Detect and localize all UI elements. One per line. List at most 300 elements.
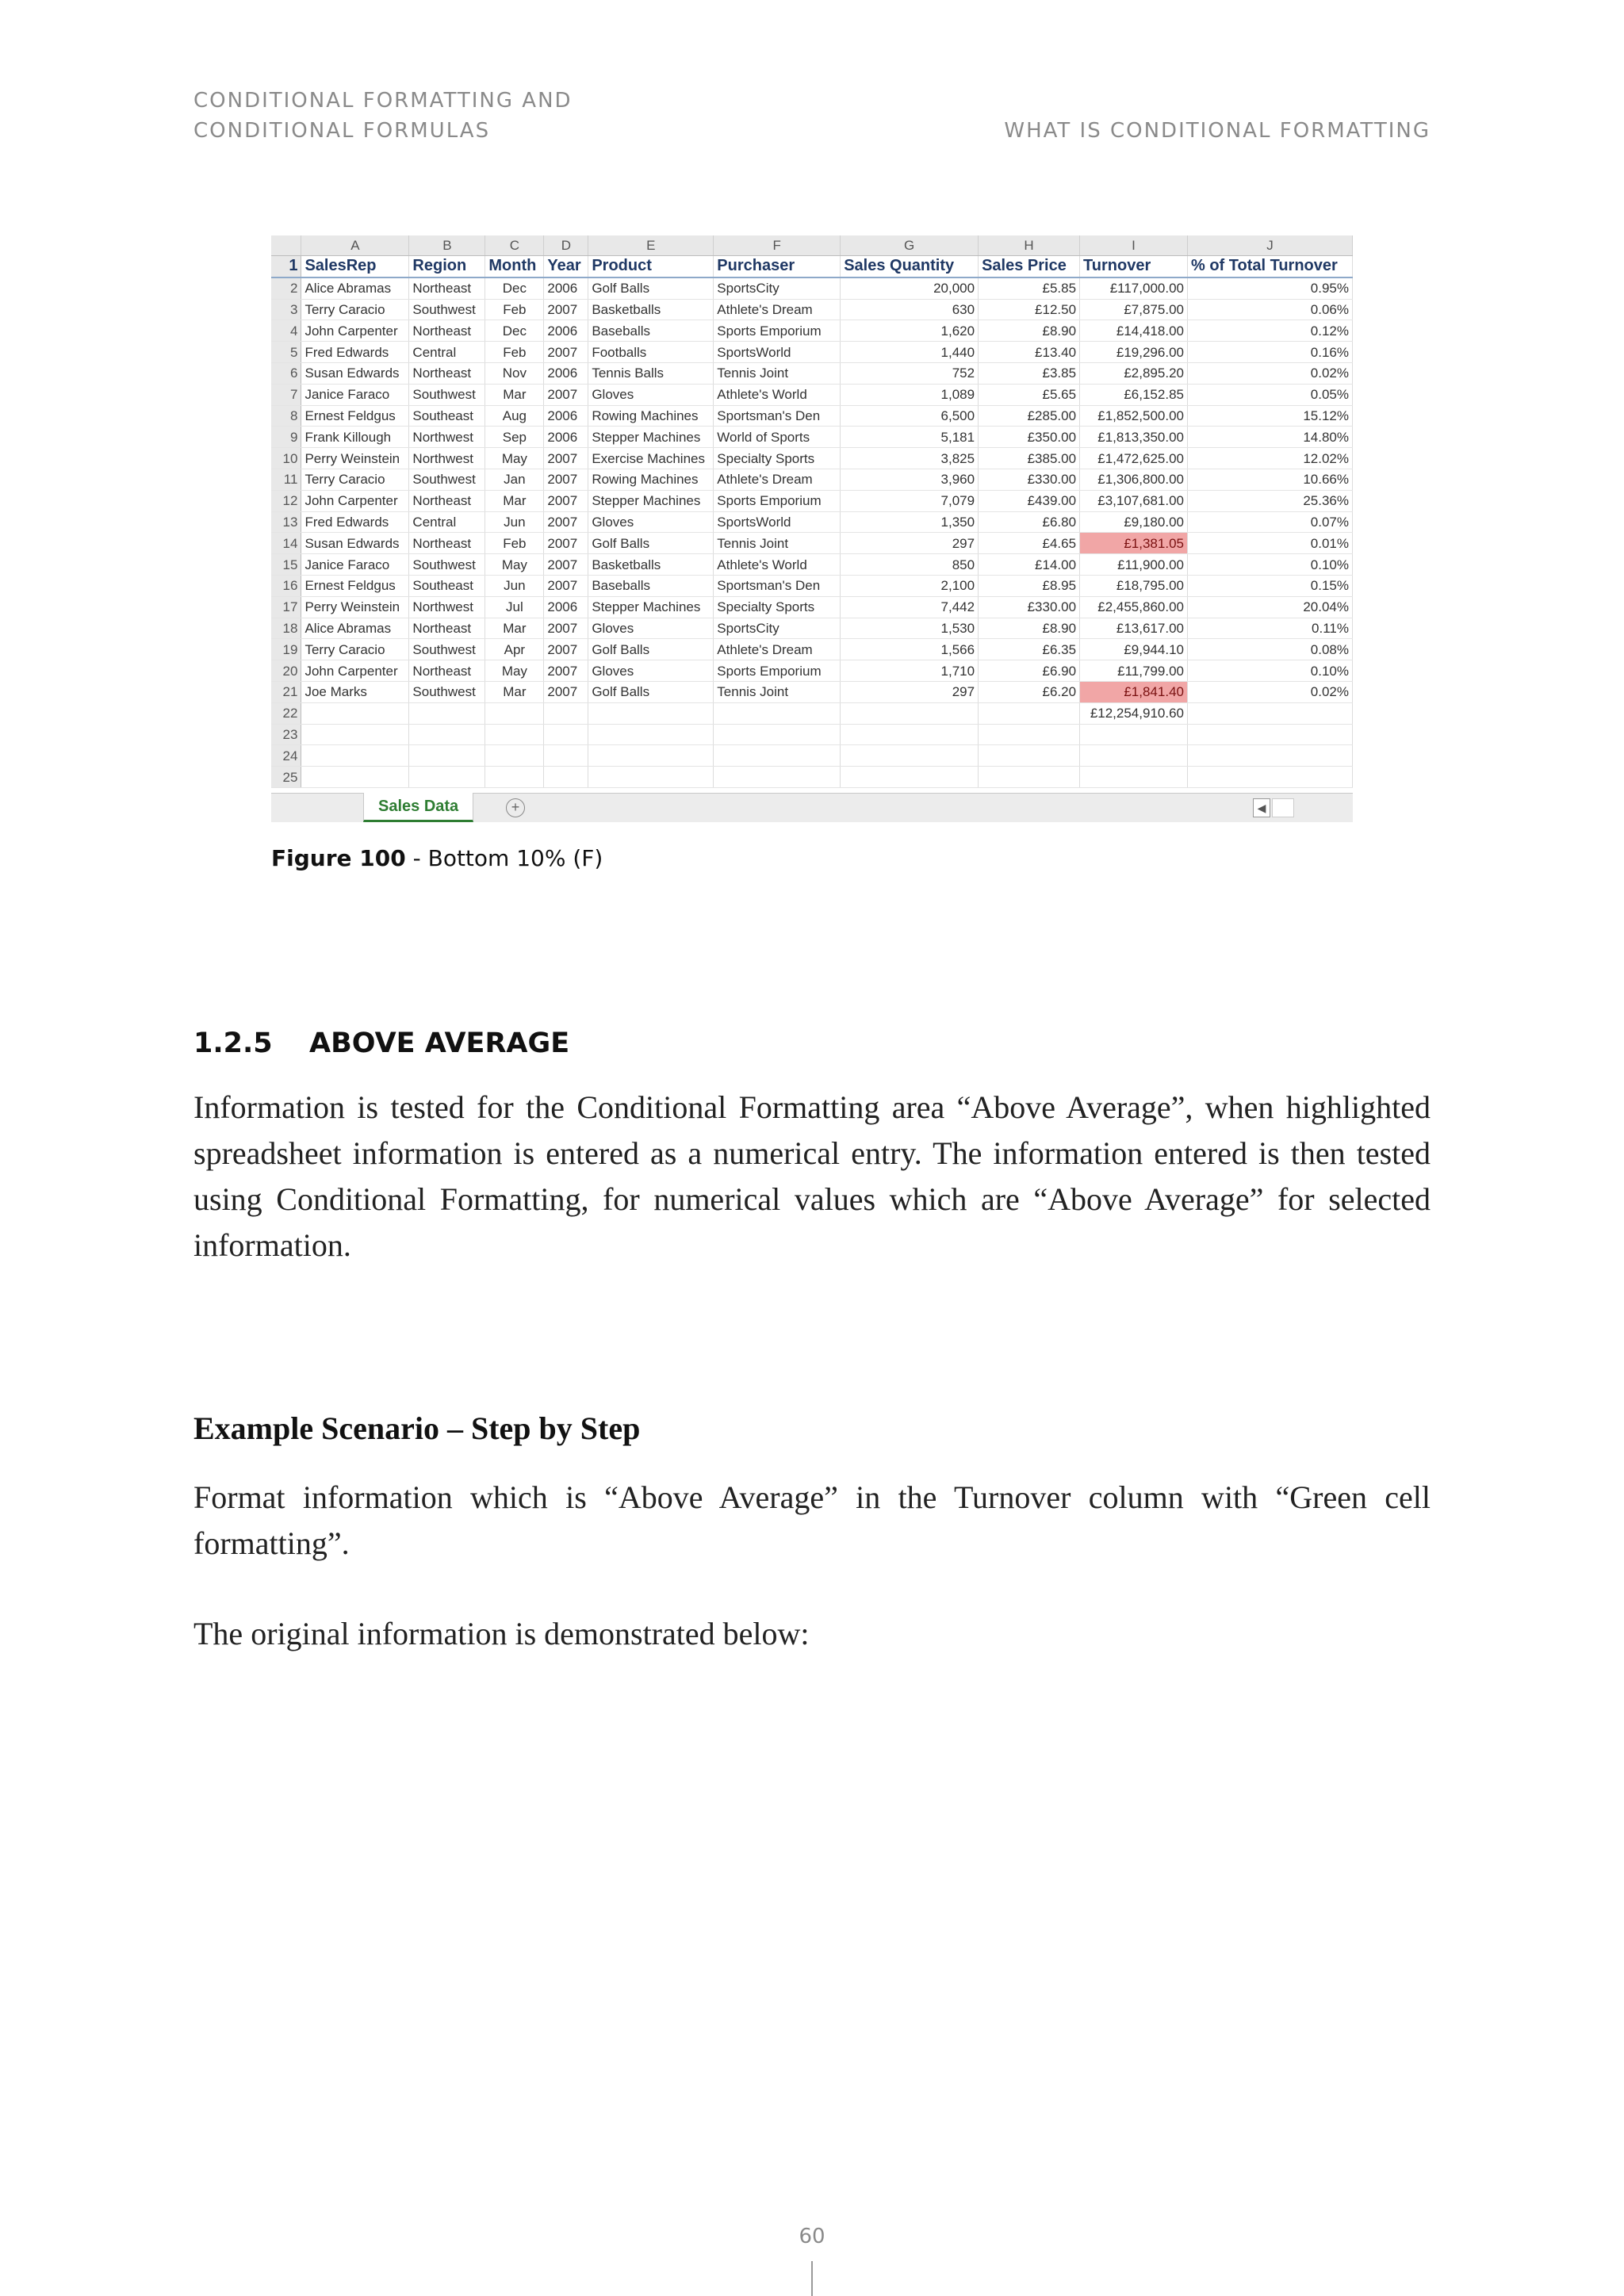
table-cell[interactable]: Basketballs — [588, 554, 714, 576]
table-cell[interactable]: 7,442 — [841, 596, 979, 618]
table-cell[interactable]: £1,306,800.00 — [1080, 469, 1188, 490]
column-letter-b[interactable]: B — [409, 235, 485, 256]
table-cell[interactable]: £117,000.00 — [1080, 277, 1188, 299]
table-cell[interactable]: £6.35 — [979, 639, 1080, 660]
table-cell[interactable]: Specialty Sports — [714, 596, 841, 618]
table-cell[interactable]: 1,710 — [841, 660, 979, 682]
table-cell[interactable]: May — [485, 554, 544, 576]
table-cell[interactable]: May — [485, 660, 544, 682]
table-cell[interactable]: 2007 — [544, 575, 588, 596]
table-cell[interactable]: £8.90 — [979, 320, 1080, 342]
table-cell[interactable] — [301, 724, 409, 745]
table-cell[interactable] — [979, 767, 1080, 788]
table-cell[interactable]: £11,799.00 — [1080, 660, 1188, 682]
table-cell[interactable] — [714, 745, 841, 767]
table-cell[interactable]: Tennis Joint — [714, 681, 841, 702]
table-cell[interactable]: Tennis Joint — [714, 533, 841, 554]
table-cell[interactable]: 10.66% — [1187, 469, 1352, 490]
table-cell[interactable]: Southeast — [409, 575, 485, 596]
table-cell[interactable]: Stepper Machines — [588, 490, 714, 511]
table-cell[interactable]: Jan — [485, 469, 544, 490]
table-cell[interactable]: 1,530 — [841, 618, 979, 639]
table-cell[interactable]: Northwest — [409, 448, 485, 469]
table-row — [271, 767, 1353, 788]
table-cell[interactable]: Mar — [485, 681, 544, 702]
table-cell[interactable]: Exercise Machines — [588, 448, 714, 469]
select-all-corner[interactable] — [271, 235, 301, 256]
table-cell[interactable]: Northeast — [409, 320, 485, 342]
table-cell[interactable]: Golf Balls — [588, 639, 714, 660]
table-cell[interactable]: 0.15% — [1187, 575, 1352, 596]
table-cell[interactable]: Gloves — [588, 618, 714, 639]
table-cell[interactable]: Northeast — [409, 277, 485, 299]
table-cell[interactable]: 0.12% — [1187, 320, 1352, 342]
table-cell[interactable]: Ernest Feldgus — [301, 575, 409, 596]
column-letter-d[interactable]: D — [544, 235, 588, 256]
table-cell[interactable] — [485, 745, 544, 767]
table-cell[interactable] — [544, 724, 588, 745]
table-cell[interactable]: Terry Caracio — [301, 299, 409, 320]
table-row — [271, 724, 1353, 745]
table-cell[interactable]: 0.02% — [1187, 362, 1352, 384]
table-cell[interactable]: Sportsman's Den — [714, 575, 841, 596]
table-cell[interactable]: 297 — [841, 533, 979, 554]
table-cell[interactable]: £7,875.00 — [1080, 299, 1188, 320]
table-cell[interactable]: SportsCity — [714, 277, 841, 299]
table-cell[interactable]: Jun — [485, 511, 544, 533]
table-cell[interactable]: SalesRep — [301, 256, 409, 277]
table-cell[interactable]: Sports Emporium — [714, 490, 841, 511]
table-cell[interactable]: Apr — [485, 639, 544, 660]
table-cell[interactable]: Central — [409, 342, 485, 363]
table-cell[interactable]: Southwest — [409, 681, 485, 702]
table-cell[interactable]: Mar — [485, 490, 544, 511]
table-cell[interactable]: Janice Faraco — [301, 554, 409, 576]
row-number[interactable]: 24 — [271, 745, 301, 767]
table-cell[interactable] — [409, 745, 485, 767]
table-cell[interactable]: £330.00 — [979, 469, 1080, 490]
table-cell[interactable]: £8.95 — [979, 575, 1080, 596]
table-cell[interactable]: 12.02% — [1187, 448, 1352, 469]
column-letter-c[interactable]: C — [485, 235, 544, 256]
row-number[interactable]: 2 — [271, 277, 301, 299]
table-cell[interactable] — [979, 745, 1080, 767]
table-cell[interactable]: May — [485, 448, 544, 469]
table-cell[interactable]: 14.80% — [1187, 427, 1352, 448]
table-cell[interactable]: Dec — [485, 320, 544, 342]
table-cell[interactable] — [1187, 724, 1352, 745]
table-cell[interactable]: Southwest — [409, 384, 485, 405]
column-letter-j[interactable]: J — [1187, 235, 1352, 256]
turnover-total-cell[interactable]: £12,254,910.60 — [1080, 702, 1188, 724]
table-cell[interactable]: 0.10% — [1187, 660, 1352, 682]
table-cell[interactable] — [1187, 767, 1352, 788]
table-cell[interactable]: 2007 — [544, 448, 588, 469]
row-number[interactable]: 8 — [271, 405, 301, 427]
table-cell[interactable]: Janice Faraco — [301, 384, 409, 405]
table-cell[interactable]: Frank Killough — [301, 427, 409, 448]
table-cell[interactable]: Alice Abramas — [301, 277, 409, 299]
table-cell[interactable] — [714, 702, 841, 724]
table-cell[interactable]: 0.11% — [1187, 618, 1352, 639]
table-cell[interactable]: £14.00 — [979, 554, 1080, 576]
scroll-left-icon[interactable]: ◀ — [1253, 798, 1270, 817]
table-cell[interactable]: Southwest — [409, 639, 485, 660]
table-cell[interactable]: 0.16% — [1187, 342, 1352, 363]
table-cell[interactable] — [588, 702, 714, 724]
table-cell[interactable]: 2,100 — [841, 575, 979, 596]
table-cell[interactable]: £6.20 — [979, 681, 1080, 702]
table-cell[interactable] — [409, 702, 485, 724]
table-cell[interactable]: World of Sports — [714, 427, 841, 448]
table-cell[interactable]: Athlete's World — [714, 554, 841, 576]
table-cell[interactable]: 1,440 — [841, 342, 979, 363]
table-cell[interactable]: Perry Weinstein — [301, 596, 409, 618]
row-number[interactable]: 16 — [271, 575, 301, 596]
table-cell[interactable] — [714, 724, 841, 745]
table-cell[interactable]: £330.00 — [979, 596, 1080, 618]
table-cell[interactable]: Northwest — [409, 596, 485, 618]
table-cell[interactable] — [1187, 745, 1352, 767]
table-cell[interactable]: 2007 — [544, 469, 588, 490]
table-cell[interactable]: 2006 — [544, 362, 588, 384]
table-cell[interactable]: Year — [544, 256, 588, 277]
table-cell[interactable]: £13,617.00 — [1080, 618, 1188, 639]
table-cell[interactable] — [841, 745, 979, 767]
table-cell[interactable] — [588, 745, 714, 767]
table-cell[interactable]: Footballs — [588, 342, 714, 363]
column-letter-a[interactable]: A — [301, 235, 409, 256]
table-cell[interactable] — [544, 767, 588, 788]
table-cell[interactable]: 752 — [841, 362, 979, 384]
table-cell[interactable]: Stepper Machines — [588, 427, 714, 448]
table-cell[interactable]: Mar — [485, 618, 544, 639]
table-cell[interactable]: 0.10% — [1187, 554, 1352, 576]
table-cell[interactable]: Specialty Sports — [714, 448, 841, 469]
table-cell[interactable]: £9,180.00 — [1080, 511, 1188, 533]
table-cell[interactable]: 2007 — [544, 384, 588, 405]
table-cell[interactable]: £285.00 — [979, 405, 1080, 427]
table-cell[interactable]: £12.50 — [979, 299, 1080, 320]
table-cell[interactable]: Baseballs — [588, 320, 714, 342]
table-cell[interactable]: Fred Edwards — [301, 511, 409, 533]
table-cell[interactable]: Tennis Balls — [588, 362, 714, 384]
table-cell[interactable]: £3.85 — [979, 362, 1080, 384]
table-cell[interactable] — [1080, 767, 1188, 788]
row-number[interactable]: 13 — [271, 511, 301, 533]
table-cell[interactable]: £13.40 — [979, 342, 1080, 363]
table-cell[interactable]: £6.90 — [979, 660, 1080, 682]
table-cell[interactable]: Baseballs — [588, 575, 714, 596]
table-cell[interactable]: Susan Edwards — [301, 533, 409, 554]
table-cell[interactable]: 0.07% — [1187, 511, 1352, 533]
table-cell[interactable]: 2006 — [544, 320, 588, 342]
table-cell[interactable]: Dec — [485, 277, 544, 299]
table-cell[interactable]: £5.65 — [979, 384, 1080, 405]
table-cell[interactable] — [301, 702, 409, 724]
table-cell[interactable]: 2007 — [544, 639, 588, 660]
row-number[interactable]: 12 — [271, 490, 301, 511]
table-cell[interactable]: £4.65 — [979, 533, 1080, 554]
table-cell[interactable]: Central — [409, 511, 485, 533]
table-cell[interactable]: Gloves — [588, 384, 714, 405]
table-cell[interactable] — [485, 767, 544, 788]
table-cell[interactable] — [588, 767, 714, 788]
table-row — [271, 596, 1353, 618]
table-cell[interactable]: Sales Price — [979, 256, 1080, 277]
table-cell[interactable]: SportsWorld — [714, 511, 841, 533]
table-cell[interactable]: 1,566 — [841, 639, 979, 660]
table-cell[interactable] — [485, 724, 544, 745]
table-cell[interactable]: 0.02% — [1187, 681, 1352, 702]
table-cell[interactable]: £11,900.00 — [1080, 554, 1188, 576]
table-cell[interactable]: 0.05% — [1187, 384, 1352, 405]
table-cell[interactable]: Golf Balls — [588, 681, 714, 702]
table-cell[interactable]: John Carpenter — [301, 490, 409, 511]
horizontal-scrollbar[interactable] — [1272, 798, 1294, 817]
table-cell[interactable]: % of Total Turnover — [1187, 256, 1352, 277]
table-cell[interactable] — [485, 702, 544, 724]
table-cell[interactable]: Sports Emporium — [714, 320, 841, 342]
row-number[interactable]: 11 — [271, 469, 301, 490]
table-cell[interactable]: Product — [588, 256, 714, 277]
table-cell[interactable]: 2007 — [544, 342, 588, 363]
table-cell[interactable]: Southwest — [409, 469, 485, 490]
table-cell[interactable]: Purchaser — [714, 256, 841, 277]
table-cell[interactable] — [714, 767, 841, 788]
table-cell[interactable] — [841, 702, 979, 724]
table-row — [271, 320, 1353, 342]
table-cell[interactable]: Northeast — [409, 618, 485, 639]
column-letter-e[interactable]: E — [588, 235, 714, 256]
table-cell[interactable]: 2007 — [544, 660, 588, 682]
row-number[interactable]: 4 — [271, 320, 301, 342]
table-cell[interactable]: Northeast — [409, 490, 485, 511]
row-number[interactable]: 7 — [271, 384, 301, 405]
column-letter-g[interactable]: G — [841, 235, 979, 256]
table-cell[interactable]: £1,472,625.00 — [1080, 448, 1188, 469]
table-cell[interactable] — [301, 767, 409, 788]
highlighted-turnover-cell[interactable]: £1,841.40 — [1080, 681, 1188, 702]
table-cell[interactable]: Sales Quantity — [841, 256, 979, 277]
table-cell[interactable]: 1,350 — [841, 511, 979, 533]
table-cell[interactable]: £3,107,681.00 — [1080, 490, 1188, 511]
row-number[interactable]: 5 — [271, 342, 301, 363]
row-number[interactable]: 22 — [271, 702, 301, 724]
table-cell[interactable]: Sportsman's Den — [714, 405, 841, 427]
row-number[interactable]: 19 — [271, 639, 301, 660]
table-cell[interactable]: Joe Marks — [301, 681, 409, 702]
table-cell[interactable] — [979, 702, 1080, 724]
row-number[interactable]: 6 — [271, 362, 301, 384]
table-row — [271, 554, 1353, 576]
table-cell[interactable]: £1,813,350.00 — [1080, 427, 1188, 448]
table-cell[interactable]: 15.12% — [1187, 405, 1352, 427]
row-number[interactable]: 21 — [271, 681, 301, 702]
table-cell[interactable]: 2006 — [544, 427, 588, 448]
table-cell[interactable] — [841, 724, 979, 745]
table-cell[interactable]: Aug — [485, 405, 544, 427]
table-cell[interactable]: Northeast — [409, 660, 485, 682]
table-cell[interactable]: Gloves — [588, 511, 714, 533]
table-cell[interactable]: Southeast — [409, 405, 485, 427]
table-cell[interactable]: Northeast — [409, 533, 485, 554]
table-cell[interactable]: SportsWorld — [714, 342, 841, 363]
table-cell[interactable]: 2007 — [544, 533, 588, 554]
table-row — [271, 448, 1353, 469]
table-cell[interactable]: £19,296.00 — [1080, 342, 1188, 363]
table-cell[interactable]: Golf Balls — [588, 277, 714, 299]
table-cell[interactable]: £6,152.85 — [1080, 384, 1188, 405]
highlighted-turnover-cell[interactable]: £1,381.05 — [1080, 533, 1188, 554]
table-cell[interactable]: 630 — [841, 299, 979, 320]
table-cell[interactable]: 0.08% — [1187, 639, 1352, 660]
table-cell[interactable]: Mar — [485, 384, 544, 405]
table-cell[interactable]: Region — [409, 256, 485, 277]
table-cell[interactable]: £2,455,860.00 — [1080, 596, 1188, 618]
table-cell[interactable]: Sports Emporium — [714, 660, 841, 682]
table-cell[interactable]: £6.80 — [979, 511, 1080, 533]
row-number[interactable]: 25 — [271, 767, 301, 788]
table-cell[interactable] — [1080, 724, 1188, 745]
column-letter-i[interactable]: I — [1080, 235, 1188, 256]
row-number[interactable]: 1 — [271, 256, 301, 277]
add-sheet-icon[interactable]: + — [506, 798, 525, 817]
table-cell[interactable]: 3,825 — [841, 448, 979, 469]
table-cell[interactable]: Rowing Machines — [588, 469, 714, 490]
table-cell[interactable] — [1187, 702, 1352, 724]
table-cell[interactable]: 25.36% — [1187, 490, 1352, 511]
table-cell[interactable]: John Carpenter — [301, 320, 409, 342]
table-cell[interactable]: Feb — [485, 299, 544, 320]
table-cell[interactable] — [544, 745, 588, 767]
table-cell[interactable]: Feb — [485, 533, 544, 554]
table-cell[interactable]: Southwest — [409, 299, 485, 320]
table-cell[interactable]: Northwest — [409, 427, 485, 448]
row-number[interactable]: 9 — [271, 427, 301, 448]
table-cell[interactable]: Terry Caracio — [301, 639, 409, 660]
table-cell[interactable]: John Carpenter — [301, 660, 409, 682]
table-cell[interactable]: Month — [485, 256, 544, 277]
table-cell[interactable]: £9,944.10 — [1080, 639, 1188, 660]
sheet-tab-sales-data[interactable]: Sales Data — [363, 793, 473, 822]
row-number[interactable]: 18 — [271, 618, 301, 639]
table-cell[interactable]: Southwest — [409, 554, 485, 576]
table-cell[interactable]: Athlete's Dream — [714, 299, 841, 320]
table-cell[interactable] — [588, 724, 714, 745]
column-letter-h[interactable]: H — [979, 235, 1080, 256]
table-row — [271, 342, 1353, 363]
table-cell[interactable] — [409, 767, 485, 788]
table-cell[interactable]: £8.90 — [979, 618, 1080, 639]
table-cell[interactable]: 850 — [841, 554, 979, 576]
table-cell[interactable]: 6,500 — [841, 405, 979, 427]
table-cell[interactable]: Susan Edwards — [301, 362, 409, 384]
table-cell[interactable]: Basketballs — [588, 299, 714, 320]
table-cell[interactable]: Athlete's Dream — [714, 639, 841, 660]
table-cell[interactable]: £5.85 — [979, 277, 1080, 299]
table-cell[interactable]: Golf Balls — [588, 533, 714, 554]
row-number[interactable]: 17 — [271, 596, 301, 618]
row-number[interactable]: 15 — [271, 554, 301, 576]
table-cell[interactable]: Alice Abramas — [301, 618, 409, 639]
table-cell[interactable]: Ernest Feldgus — [301, 405, 409, 427]
table-cell[interactable]: 0.06% — [1187, 299, 1352, 320]
table-cell[interactable]: Turnover — [1080, 256, 1188, 277]
table-cell[interactable]: 2006 — [544, 277, 588, 299]
table-cell[interactable] — [841, 767, 979, 788]
table-cell[interactable]: Perry Weinstein — [301, 448, 409, 469]
row-number[interactable]: 23 — [271, 724, 301, 745]
figure-label: Figure 100 — [271, 845, 406, 871]
table-cell[interactable]: £1,852,500.00 — [1080, 405, 1188, 427]
table-cell[interactable]: £350.00 — [979, 427, 1080, 448]
table-cell[interactable]: Rowing Machines — [588, 405, 714, 427]
table-cell[interactable]: 2007 — [544, 681, 588, 702]
figure-caption — [271, 845, 603, 871]
table-cell[interactable] — [544, 702, 588, 724]
table-cell[interactable]: 2007 — [544, 511, 588, 533]
table-cell[interactable]: 297 — [841, 681, 979, 702]
table-cell[interactable]: £2,895.20 — [1080, 362, 1188, 384]
table-cell[interactable]: 2006 — [544, 596, 588, 618]
table-cell[interactable]: Terry Caracio — [301, 469, 409, 490]
table-cell[interactable]: 0.01% — [1187, 533, 1352, 554]
table-cell[interactable]: 2007 — [544, 618, 588, 639]
table-row — [271, 575, 1353, 596]
table-cell[interactable]: Tennis Joint — [714, 362, 841, 384]
table-cell[interactable] — [301, 745, 409, 767]
table-cell[interactable]: £439.00 — [979, 490, 1080, 511]
table-cell[interactable]: 20,000 — [841, 277, 979, 299]
table-cell[interactable]: 1,089 — [841, 384, 979, 405]
row-number[interactable]: 14 — [271, 533, 301, 554]
row-number[interactable]: 10 — [271, 448, 301, 469]
table-cell[interactable]: Gloves — [588, 660, 714, 682]
table-cell[interactable]: Athlete's Dream — [714, 469, 841, 490]
table-cell[interactable]: 0.95% — [1187, 277, 1352, 299]
table-cell[interactable]: Feb — [485, 342, 544, 363]
table-cell[interactable]: Jun — [485, 575, 544, 596]
table-cell[interactable]: £14,418.00 — [1080, 320, 1188, 342]
table-cell[interactable]: 1,620 — [841, 320, 979, 342]
table-cell[interactable]: Nov — [485, 362, 544, 384]
table-cell[interactable]: Sep — [485, 427, 544, 448]
table-cell[interactable]: 3,960 — [841, 469, 979, 490]
table-cell[interactable]: £385.00 — [979, 448, 1080, 469]
column-letter-f[interactable]: F — [714, 235, 841, 256]
table-cell[interactable] — [1080, 745, 1188, 767]
row-number[interactable]: 3 — [271, 299, 301, 320]
table-cell[interactable]: Northeast — [409, 362, 485, 384]
table-cell[interactable]: Athlete's World — [714, 384, 841, 405]
table-cell[interactable]: £18,795.00 — [1080, 575, 1188, 596]
table-cell[interactable]: 2007 — [544, 299, 588, 320]
table-cell[interactable] — [409, 724, 485, 745]
table-cell[interactable]: 7,079 — [841, 490, 979, 511]
table-cell[interactable]: 5,181 — [841, 427, 979, 448]
table-cell[interactable]: Stepper Machines — [588, 596, 714, 618]
table-cell[interactable]: 2006 — [544, 405, 588, 427]
table-cell[interactable]: 20.04% — [1187, 596, 1352, 618]
table-cell[interactable]: Jul — [485, 596, 544, 618]
table-cell[interactable]: 2007 — [544, 490, 588, 511]
table-cell[interactable]: Fred Edwards — [301, 342, 409, 363]
table-cell[interactable]: SportsCity — [714, 618, 841, 639]
table-cell[interactable] — [979, 724, 1080, 745]
row-number[interactable]: 20 — [271, 660, 301, 682]
table-cell[interactable]: 2007 — [544, 554, 588, 576]
